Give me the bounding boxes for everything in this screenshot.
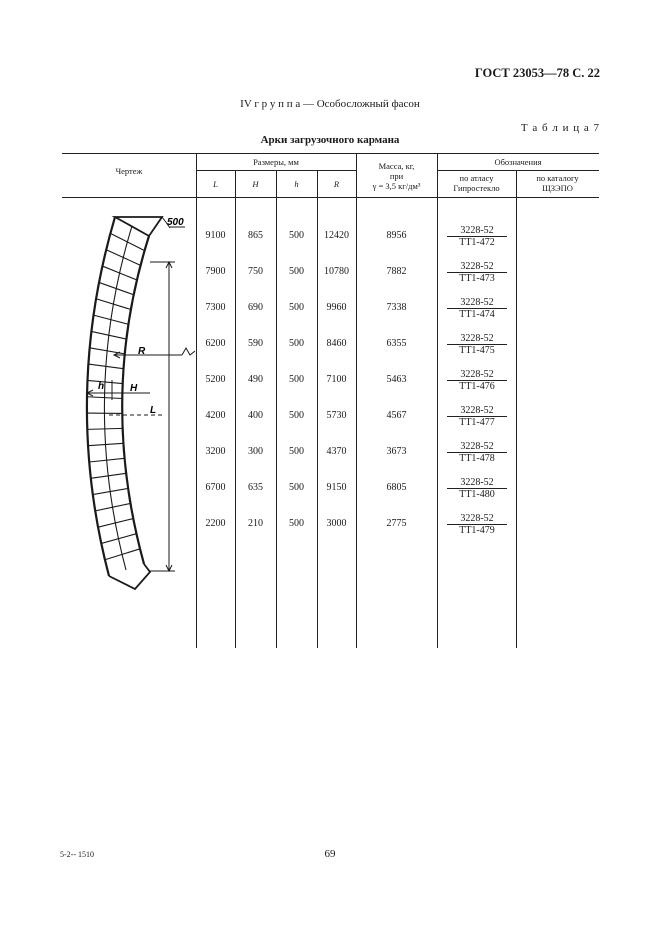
cell-L: 3200 [205, 446, 226, 457]
arch-drawing [62, 205, 196, 600]
cell-mass: 8956 [386, 230, 407, 241]
cell-mass: 2775 [386, 518, 407, 529]
cell-h: 500 [289, 374, 304, 385]
table-top-border [62, 153, 599, 154]
col-divider-atlas [516, 170, 517, 648]
cell-L: 7300 [205, 302, 226, 313]
cell-H: 590 [248, 338, 263, 349]
header-mass-line1: Масса, кг, [378, 161, 415, 171]
cell-L: 2200 [205, 518, 226, 529]
cell-atlas-designation [447, 369, 507, 392]
header-h: h [294, 179, 299, 189]
header-atlas [437, 173, 516, 193]
cell-H: 750 [248, 266, 263, 277]
col-divider-h [317, 170, 318, 648]
footer-code: 5-2-- 1510 [60, 850, 94, 859]
cell-atlas-designation [447, 261, 507, 284]
header-catalog-line1: по каталогу [536, 173, 579, 183]
cell-mass: 4567 [386, 410, 407, 421]
header-designation: Обозначения [494, 157, 542, 167]
atlas-number: 3228-52 [460, 261, 494, 272]
atlas-number: 3228-52 [460, 333, 494, 344]
cell-atlas-designation [447, 225, 507, 248]
header-L: L [213, 179, 218, 189]
desig-subheader-line [437, 170, 599, 171]
cell-h: 500 [289, 410, 304, 421]
cell-R: 8460 [326, 338, 347, 349]
atlas-code: ТТ1-475 [447, 344, 507, 356]
header-H: H [252, 179, 259, 189]
cell-mass: 6805 [386, 482, 407, 493]
arch-top-end [115, 217, 162, 236]
atlas-code: ТТ1-479 [447, 524, 507, 536]
cell-mass: 3673 [386, 446, 407, 457]
cell-H: 300 [248, 446, 263, 457]
cell-R: 7100 [326, 374, 347, 385]
cell-L: 6700 [205, 482, 226, 493]
cell-L: 7900 [205, 266, 226, 277]
page-number: 69 [324, 848, 336, 860]
cell-R: 12420 [324, 230, 349, 241]
cell-h: 500 [289, 230, 304, 241]
group-heading [200, 98, 460, 110]
header-mass-line3: γ = 3,5 кг/дм³ [372, 181, 421, 191]
header-mass-line2: при [389, 171, 404, 181]
cell-mass: 7882 [386, 266, 407, 277]
atlas-number: 3228-52 [460, 441, 494, 452]
cell-H: 210 [248, 518, 263, 529]
atlas-number: 3228-52 [460, 297, 494, 308]
atlas-code: ТТ1-473 [447, 272, 507, 284]
cell-L: 9100 [205, 230, 226, 241]
cell-atlas-designation [447, 513, 507, 536]
atlas-code: ТТ1-476 [447, 380, 507, 392]
header-R: R [333, 179, 340, 189]
atlas-code: ТТ1-480 [447, 488, 507, 500]
cell-atlas-designation [447, 441, 507, 464]
cell-mass: 5463 [386, 374, 407, 385]
col-divider-R [356, 153, 357, 648]
atlas-number: 3228-52 [460, 405, 494, 416]
cell-R: 3000 [326, 518, 347, 529]
header-catalog [516, 173, 599, 193]
span-L-label: L [150, 405, 157, 416]
cell-h: 500 [289, 482, 304, 493]
atlas-number: 3228-52 [460, 477, 494, 488]
cell-L: 6200 [205, 338, 226, 349]
cell-L: 4200 [205, 410, 226, 421]
cell-R: 9150 [326, 482, 347, 493]
table-title: Арки загрузочного кармана [260, 134, 400, 146]
radius-break-mark [182, 348, 195, 355]
cell-R: 4370 [326, 446, 347, 457]
atlas-code: ТТ1-472 [447, 236, 507, 248]
arch-inner-curve [122, 236, 149, 564]
cell-mass: 6355 [386, 338, 407, 349]
cell-H: 400 [248, 410, 263, 421]
cell-atlas-designation [447, 477, 507, 500]
cell-H: 490 [248, 374, 263, 385]
atlas-code: ТТ1-477 [447, 416, 507, 428]
radius-label: R [138, 346, 146, 357]
cell-h: 500 [289, 266, 304, 277]
cell-h: 500 [289, 518, 304, 529]
group-suffix: — Особосложный фасон [302, 98, 420, 110]
col-divider-L [235, 170, 236, 648]
cell-H: 865 [248, 230, 263, 241]
cell-h: 500 [289, 302, 304, 313]
arch-bottom-end [109, 564, 150, 589]
cell-H: 635 [248, 482, 263, 493]
cell-R: 10780 [324, 266, 349, 277]
col-divider-drawing [196, 153, 197, 648]
cell-atlas-designation [447, 333, 507, 356]
header-atlas-line2: Гипростекло [453, 183, 500, 193]
group-prefix: IV г р у п п а [240, 98, 301, 110]
atlas-number: 3228-52 [460, 513, 494, 524]
cell-H: 690 [248, 302, 263, 313]
rise-H-label: H [130, 383, 138, 394]
table-number: Т а б л и ц а 7 [520, 122, 600, 134]
cell-h: 500 [289, 338, 304, 349]
atlas-number: 3228-52 [460, 225, 494, 236]
header-drawing: Чертеж [115, 166, 143, 176]
cell-R: 5730 [326, 410, 347, 421]
cell-h: 500 [289, 446, 304, 457]
cell-R: 9960 [326, 302, 347, 313]
thickness-label: 500 [167, 217, 184, 228]
atlas-number: 3228-52 [460, 369, 494, 380]
cell-atlas-designation [447, 297, 507, 320]
atlas-code: ТТ1-474 [447, 308, 507, 320]
header-bottom-border [62, 197, 599, 198]
header-dimensions: Размеры, мм [253, 157, 299, 167]
header-mass [356, 161, 437, 191]
cell-L: 5200 [205, 374, 226, 385]
atlas-code: ТТ1-478 [447, 452, 507, 464]
cell-mass: 7338 [386, 302, 407, 313]
col-divider-H [276, 170, 277, 648]
header-atlas-line1: по атласу [459, 173, 494, 183]
document-header: ГОСТ 23053—78 С. 22 [474, 66, 600, 80]
thickness-h-label: h [98, 381, 105, 392]
cell-atlas-designation [447, 405, 507, 428]
col-divider-mass [437, 153, 438, 648]
header-catalog-line2: ЩЗЭПО [542, 183, 573, 193]
